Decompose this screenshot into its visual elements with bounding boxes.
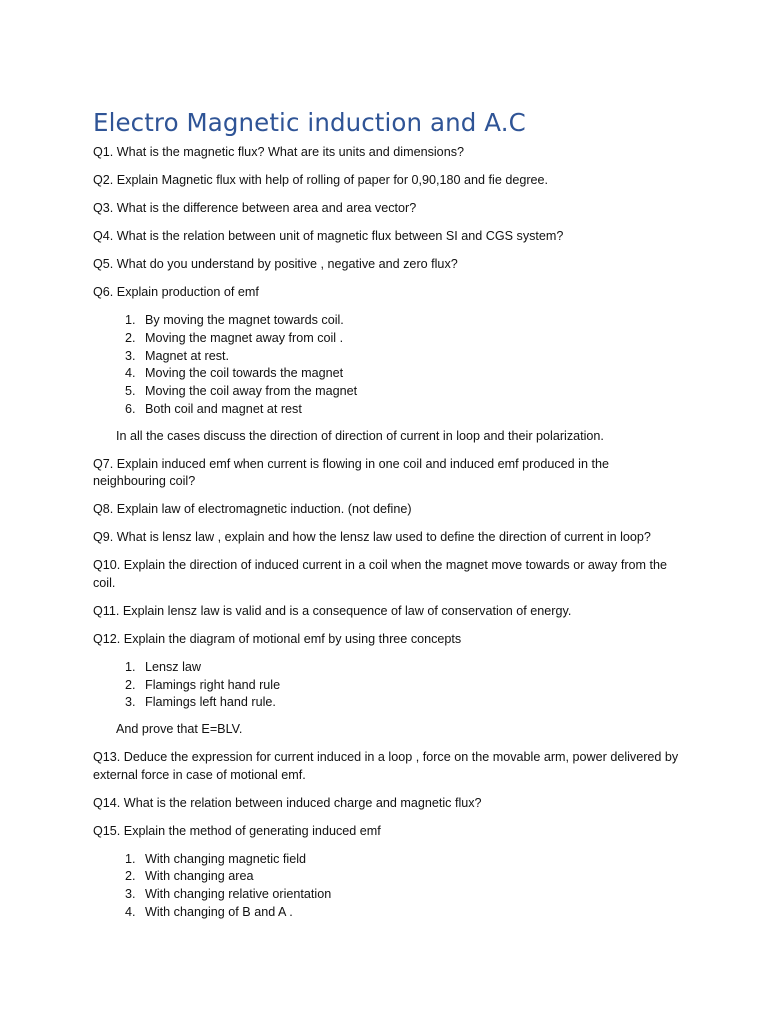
question-4: Q4. What is the relation between unit of magnetic flux between SI and CGS system? xyxy=(93,229,564,243)
list-item: 1. With changing magnetic field xyxy=(139,851,683,869)
question-12-list xyxy=(93,659,683,712)
list-item: 3. Flamings left hand rule. xyxy=(139,694,683,712)
question-12: Q12. Explain the diagram of motional emf by using three concepts xyxy=(93,631,462,646)
list-item: 4. Moving the coil towards the magnet xyxy=(139,365,683,383)
question-1: Q1. What is the magnetic flux? What are its units and dimensions? xyxy=(93,145,464,159)
question-2: Q2. Explain Magnetic flux with help of rolling of paper for 0,90,180 and fie degree. xyxy=(93,173,549,187)
list-item: 1. Lensz law xyxy=(139,659,683,677)
question-11: Q11. Explain lensz law is valid and is a consequence of law of conservation of energy. xyxy=(93,603,572,618)
question-9: Q9. What is lensz law , explain and how the lensz law used to define the direction of current in loop? xyxy=(93,530,651,545)
list-item: 4. With changing of B and A . xyxy=(139,904,683,922)
question-8: Q8. Explain law of electromagnetic induction. (not define) xyxy=(93,502,412,517)
question-7: Q7. Explain induced emf when current is flowing in one coil and induced emf produced in the neighbouring coil? xyxy=(93,456,609,489)
document-title: Electro Magnetic induction and A.C xyxy=(93,108,526,137)
list-item: 2. Flamings right hand rule xyxy=(139,677,683,695)
document-page xyxy=(93,106,683,931)
question-15: Q15. Explain the method of generating induced emf xyxy=(93,823,381,838)
list-item: 3. With changing relative orientation xyxy=(139,886,683,904)
list-item: 2. With changing area xyxy=(139,868,683,886)
question-13: Q13. Deduce the expression for current induced in a loop , force on the movable arm, power delivered by external force in case of motional emf. xyxy=(93,750,679,782)
question-15-list xyxy=(93,851,683,922)
question-14: Q14. What is the relation between induced charge and magnetic flux? xyxy=(93,795,482,810)
list-item: 5. Moving the coil away from the magnet xyxy=(139,383,683,401)
question-6: Q6. Explain production of emf xyxy=(93,285,259,299)
list-item: 6. Both coil and magnet at rest xyxy=(139,401,683,419)
list-item: 2. Moving the magnet away from coil . xyxy=(139,330,683,348)
question-12-note: And prove that E=BLV. xyxy=(116,722,243,737)
question-6-list xyxy=(93,312,683,419)
list-item: 3. Magnet at rest. xyxy=(139,348,683,366)
question-6-note: In all the cases discuss the direction of direction of current in loop and their polarization. xyxy=(116,428,604,443)
question-10: Q10. Explain the direction of induced current in a coil when the magnet move towards or away from the coil. xyxy=(93,558,668,590)
question-5: Q5. What do you understand by positive , negative and zero flux? xyxy=(93,257,458,271)
question-3: Q3. What is the difference between area and area vector? xyxy=(93,201,417,215)
list-item: 1. By moving the magnet towards coil. xyxy=(139,312,683,330)
